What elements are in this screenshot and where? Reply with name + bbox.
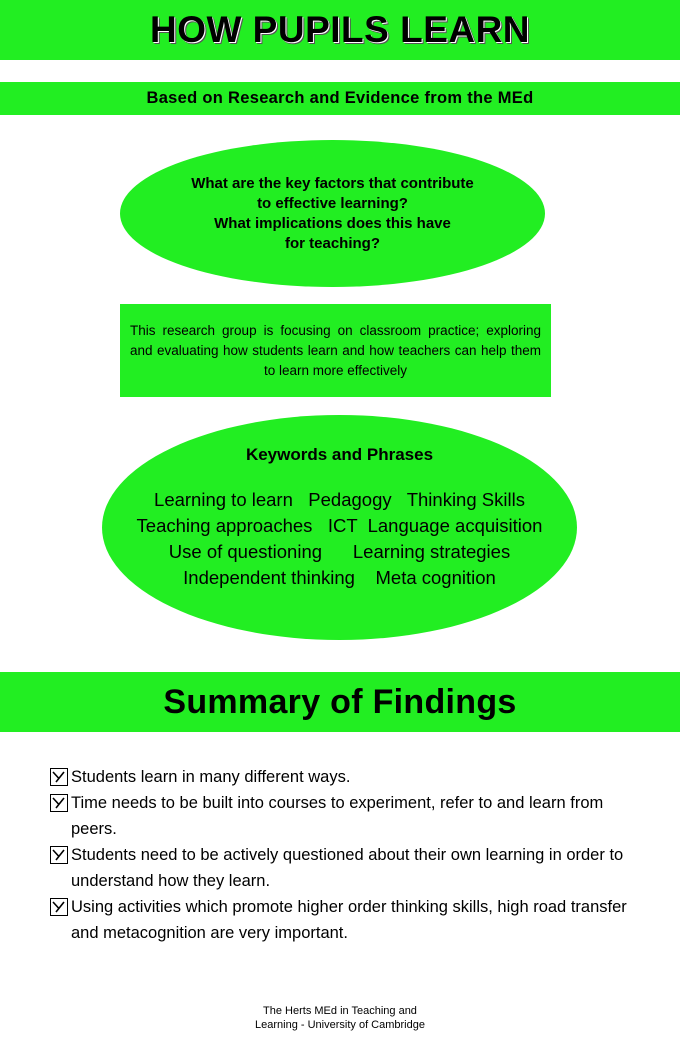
keywords-list: [102, 487, 577, 591]
summary-banner: [0, 672, 680, 732]
finding-text: Students need to be actively questioned about their own learning in order to understand how they learn.: [71, 846, 624, 890]
question-line: to effective learning?: [257, 194, 408, 212]
checkbox-bullet-icon: [50, 846, 68, 864]
summary-heading: Summary of Findings: [163, 682, 517, 721]
findings-list: [50, 764, 650, 946]
footer-line: Learning - University of Cambridge: [255, 1019, 425, 1031]
checkbox-bullet-icon: [50, 898, 68, 916]
list-item: [50, 842, 650, 894]
keyword-line: Learning to learn Pedagogy Thinking Skills: [154, 489, 525, 510]
keywords-ellipse: [102, 415, 577, 640]
page-title: HOW PUPILS LEARN: [149, 9, 531, 50]
list-item: [50, 790, 650, 842]
checkbox-bullet-icon: [50, 768, 68, 786]
keyword-line: Teaching approaches ICT Language acquisition: [136, 515, 543, 536]
subtitle-banner: [0, 82, 680, 115]
checkbox-bullet-icon: [50, 794, 68, 812]
list-item: [50, 894, 650, 946]
finding-text: Using activities which promote higher order thinking skills, high road transfer and metacognition are very important.: [71, 898, 627, 942]
page-subtitle: Based on Research and Evidence from the MEd: [146, 89, 534, 107]
question-line: What implications does this have: [214, 214, 451, 232]
list-item: [50, 764, 650, 790]
footer-credit: [0, 1004, 680, 1032]
question-ellipse: [120, 140, 545, 287]
question-line: What are the key factors that contribute: [191, 174, 474, 192]
keyword-line: Use of questioning Learning strategies: [168, 541, 511, 562]
research-focus-box: [120, 304, 551, 397]
footer-line: The Herts MEd in Teaching and: [263, 1005, 417, 1017]
title-banner: [0, 0, 680, 60]
keyword-line: Independent thinking Meta cognition: [183, 567, 496, 588]
question-line: for teaching?: [284, 234, 380, 252]
research-focus-text: This research group is focusing on classroom practice; exploring and evaluating how students learn and how teachers can help them to learn more effectively: [130, 322, 541, 378]
finding-text: Time needs to be built into courses to experiment, refer to and learn from peers.: [71, 794, 604, 838]
keywords-heading: Keywords and Phrases: [245, 445, 434, 464]
finding-text: Students learn in many different ways.: [71, 768, 351, 786]
